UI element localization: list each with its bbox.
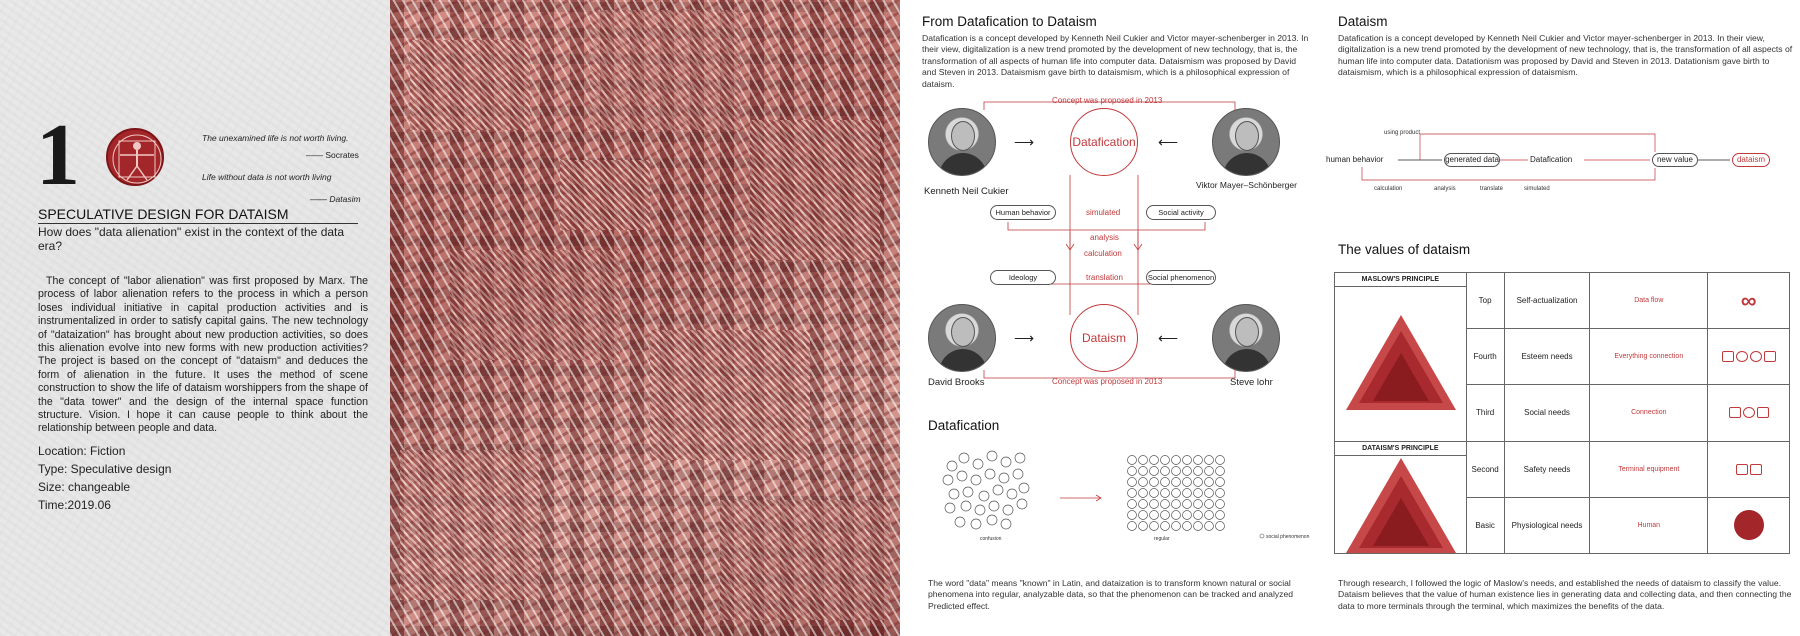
author-socrates: —— Socrates: [306, 150, 359, 160]
pill-human-behavior: Human behavior: [990, 205, 1056, 220]
flow-calculation: calculation: [1374, 186, 1403, 192]
name-viktor-mayer: Viktor Mayer–Schönberger: [1196, 180, 1297, 190]
flow-generated-data: generated data: [1444, 153, 1500, 167]
heading-values-of-dataism: The values of dataism: [1338, 242, 1471, 257]
quote-socrates: The unexamined life is not worth living.: [202, 133, 349, 143]
flow-translate: translate: [1480, 186, 1504, 192]
level-third: Third: [1466, 385, 1504, 441]
flow-human-behavior: human behavior: [1326, 155, 1384, 164]
label-regular: regular: [1154, 536, 1170, 542]
label-translation: translation: [1086, 273, 1123, 282]
globe-icon: [1736, 351, 1748, 362]
pill-ideology: Ideology: [990, 270, 1056, 285]
data-tower-artwork: [390, 0, 900, 636]
legend-social-phenomenon: social phenomenon: [1266, 534, 1310, 540]
meta-size: Size: changeable: [38, 480, 131, 494]
level-second: Second: [1466, 441, 1504, 497]
left-panel: [0, 0, 390, 636]
maslow-pyramid-cell: [1335, 273, 1467, 442]
arrow-left-icon: ⟵: [1158, 134, 1179, 150]
arrow-right-icon: ⟶: [1014, 330, 1035, 346]
label-analysis: analysis: [1090, 233, 1119, 242]
photo-kenneth-cukier: [928, 108, 996, 176]
heading-dataism: Dataism: [1338, 14, 1388, 29]
pill-social-phenomenon: Social phenomenon: [1146, 270, 1216, 285]
right-panel: [1320, 0, 1800, 636]
value-terminal-equipment: Terminal equipment: [1590, 441, 1708, 497]
confusion-regular-diagram: [940, 450, 1300, 550]
laptop-icon: [1729, 407, 1741, 418]
meta-time: Time:2019.06: [38, 498, 111, 512]
project-title: SPECULATIVE DESIGN FOR DATAISM: [38, 206, 358, 224]
need-self-actualization: Self-actualization: [1504, 273, 1590, 329]
label-simulated: simulated: [1086, 208, 1121, 217]
flow-dataism: dataism: [1732, 153, 1770, 167]
datafication-footer: The word "data" means "known" in Latin, and dataization is to transform known natural or social phenomena into regular, analyzable data, so that the phenomenon can be tracked and analyzed Predicted effect.: [928, 578, 1294, 611]
name-steve-lohr: Steve lohr: [1230, 377, 1273, 388]
meta-type: Type: Speculative design: [38, 462, 172, 476]
intro-paragraph: Datafication is a concept developed by Kenneth Neil Cukier and Victor mayer-schenberger in 2013. In their view, digitalization is a new trend promoted by the development of new technology, that is, the transformation of all aspects of human life into computer data. Dataismism was proposed by David and Steven in 2013. Dataismism gave birth to dataismism, which is a philosophical expression of dataism.: [922, 33, 1309, 89]
middle-panel: [900, 0, 1320, 636]
project-question: How does "data alienation" exist in the context of the data era?: [38, 225, 345, 253]
level-fourth: Fourth: [1466, 329, 1504, 385]
name-kenneth-cukier: Kenneth Neil Cukier: [924, 186, 1009, 197]
need-physiological: Physiological needs: [1504, 497, 1590, 553]
heading-datafication-to-dataism: From Datafication to Dataism: [922, 14, 1097, 29]
world-icon: [1750, 351, 1762, 362]
level-basic: Basic: [1466, 497, 1504, 553]
photo-steve-lohr: [1212, 304, 1280, 372]
need-safety: Safety needs: [1504, 441, 1590, 497]
arrow-right-icon: ⟶: [1014, 134, 1035, 150]
value-connection: Connection: [1590, 385, 1708, 441]
label-confusion: confusion: [980, 536, 1002, 542]
dataism-circle: Dataism: [1070, 304, 1138, 372]
arrow-left-icon: ⟵: [1158, 330, 1179, 346]
globe-icon: [1743, 407, 1755, 418]
value-human: Human: [1590, 497, 1708, 553]
dataism-pyramid-cell: [1335, 441, 1467, 553]
photo-viktor-mayer: [1212, 108, 1280, 176]
flow-using-product: using product: [1384, 130, 1421, 136]
human-cell: [1708, 497, 1790, 553]
section-number: 1: [36, 107, 80, 204]
vitruvian-man-icon: [106, 128, 164, 186]
author-datasim: —— Datasim: [310, 194, 361, 204]
flow-analysis: analysis: [1434, 186, 1456, 192]
flow-new-value: new value: [1652, 153, 1698, 167]
concept-proposed-bottom: Concept was proposed in 2013: [1052, 377, 1163, 386]
quote-datasim: Life without data is not worth living: [202, 172, 332, 182]
project-meta: [38, 442, 171, 514]
laptop-icon: [1722, 351, 1734, 362]
laptop-icon: [1736, 464, 1748, 475]
need-social: Social needs: [1504, 385, 1590, 441]
dataism-principle-label: DATAISM'S PRINCIPLE: [1335, 442, 1466, 456]
infinity-icon: ∞: [1708, 273, 1790, 329]
flow-datafication: Datafication: [1530, 155, 1573, 164]
pill-social-activity: Social activity: [1146, 205, 1216, 220]
datafication-circle: Datafication: [1070, 108, 1138, 176]
social-icons: [1708, 385, 1790, 441]
project-description: The concept of "labor alienation" was first proposed by Marx. The process of labor alienation refers to the process in which a person loses individual initiative in capital production activities and is instrumentalized in order to satisfy capital gains. The new technology of "dataization" has brought about new production activities, so does this alienation evolve into new forms with new production activities? The project is based on the concept of "dataism" and deduces the form of alienation in the future. It uses the method of scene construction to show the life of dataism worshippers from the shape of the "data tower" and the design of the internal space function structure. Vision. I hope it can cause people to think about the relationship between people and data.: [38, 275, 368, 435]
connection-icons: [1708, 329, 1790, 385]
values-footer: Through research, I followed the logic of Maslow's needs, and established the needs of dataism to classify the value. Dataism believes that the value of human existence lies in generating data and collecting data, and then connecting the data to more terminals through the terminal, which maximizes the benefits of the data.: [1338, 578, 1792, 611]
values-table: [1334, 272, 1790, 554]
value-everything-connection: Everything connection: [1590, 329, 1708, 385]
need-esteem: Esteem needs: [1504, 329, 1590, 385]
concept-proposed-top: Concept was proposed in 2013: [1052, 96, 1163, 105]
terminal-icons: [1708, 441, 1790, 497]
tablet-icon: [1764, 351, 1776, 362]
photo-david-brooks: [928, 304, 996, 372]
level-top: Top: [1466, 273, 1504, 329]
tablet-icon: [1757, 407, 1769, 418]
dataism-intro: Datafication is a concept developed by Kenneth Neil Cukier and Victor mayer-schenberger in 2013. In their view, digitalization is a new trend promoted by the development of new technology, that is, the transformation of all aspects of human life into computer data. Datationism was proposed by David and Steven in 2013. Datationism gave birth to dataismism, which is a philosophical expression of dataismism.: [1338, 33, 1793, 78]
heading-datafication: Datafication: [928, 418, 1000, 433]
name-david-brooks: David Brooks: [928, 377, 985, 388]
maslow-principle-label: MASLOW'S PRINCIPLE: [1335, 273, 1466, 287]
meta-location: Location: Fiction: [38, 444, 126, 458]
label-calculation: calculation: [1084, 249, 1122, 258]
vitruvian-man-icon: [1734, 510, 1764, 540]
tablet-icon: [1750, 464, 1762, 475]
flow-simulated: simulated: [1524, 186, 1550, 192]
value-data-flow: Data flow: [1590, 273, 1708, 329]
